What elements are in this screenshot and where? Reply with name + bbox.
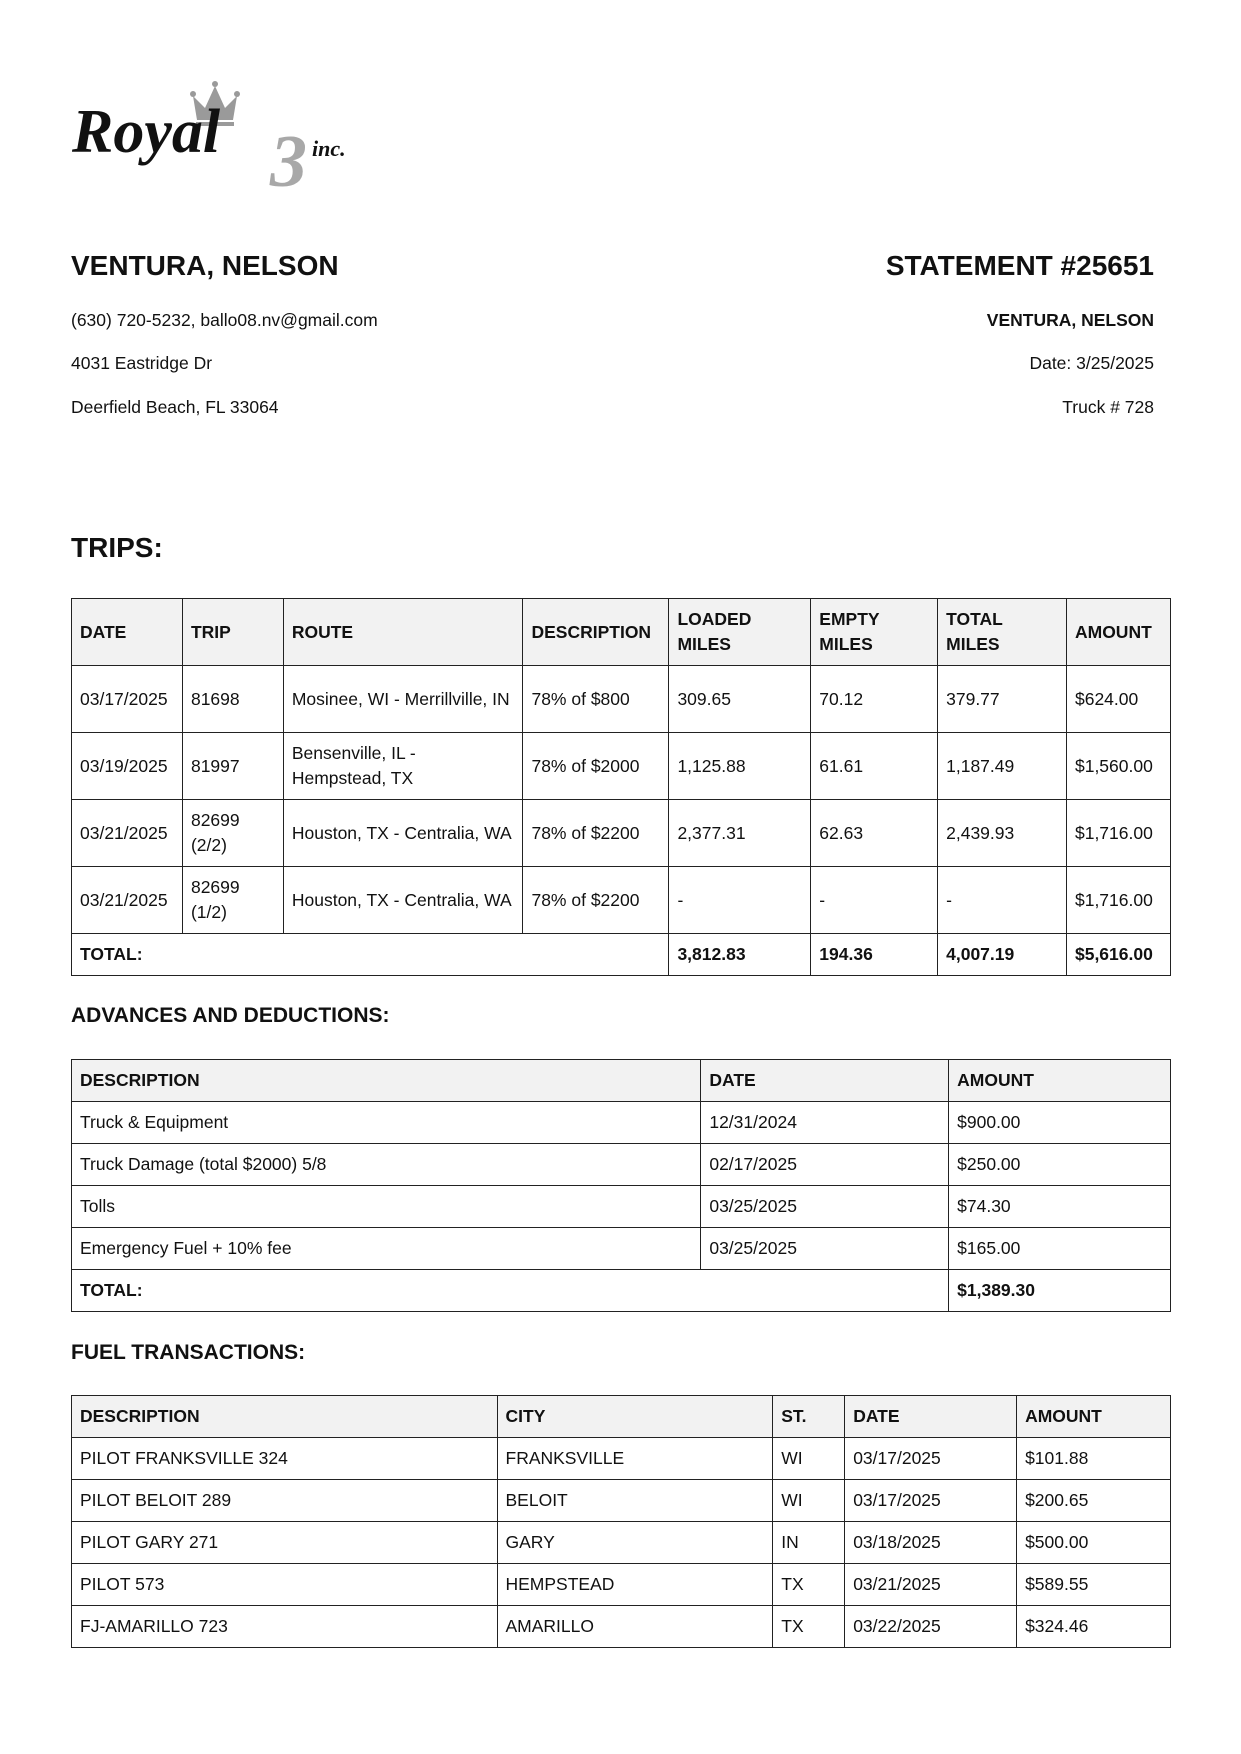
fuel-state: WI	[773, 1480, 845, 1522]
advance-description: Emergency Fuel + 10% fee	[72, 1228, 701, 1270]
col-empty-miles-header: EMPTY MILES	[811, 599, 938, 666]
fuel-table	[71, 1395, 1171, 1648]
trip-amount: $1,716.00	[1066, 867, 1170, 934]
advance-date: 03/25/2025	[701, 1186, 949, 1228]
fuel-col-city-header: CITY	[497, 1396, 773, 1438]
driver-address-line2: Deerfield Beach, FL 33064	[71, 397, 279, 417]
driver-address-line1: 4031 Eastridge Dr	[71, 353, 213, 373]
fuel-city: HEMPSTEAD	[497, 1564, 773, 1606]
col-date-header: DATE	[72, 599, 183, 666]
trips-header-row	[72, 599, 1171, 666]
fuel-state: TX	[773, 1564, 845, 1606]
trips-total-label: TOTAL:	[72, 934, 669, 976]
fuel-description: PILOT FRANKSVILLE 324	[72, 1438, 498, 1480]
trip-total-miles: 2,439.93	[938, 800, 1067, 867]
col-description-header: DESCRIPTION	[523, 599, 669, 666]
trips-total-loaded: 3,812.83	[669, 934, 811, 976]
advance-row	[72, 1144, 1171, 1186]
fuel-row	[72, 1438, 1171, 1480]
trip-date: 03/21/2025	[72, 867, 183, 934]
col-trip-header: TRIP	[182, 599, 283, 666]
fuel-amount: $500.00	[1017, 1522, 1171, 1564]
fuel-header-row	[72, 1396, 1171, 1438]
col-loaded-miles-header: LOADED MILES	[669, 599, 811, 666]
fuel-amount: $589.55	[1017, 1564, 1171, 1606]
fuel-amount: $200.65	[1017, 1480, 1171, 1522]
trip-total-miles: -	[938, 867, 1067, 934]
trips-total-empty: 194.36	[811, 934, 938, 976]
trip-date: 03/21/2025	[72, 800, 183, 867]
advance-date: 12/31/2024	[701, 1102, 949, 1144]
trip-loaded-miles: 2,377.31	[669, 800, 811, 867]
logo-graphic	[72, 76, 392, 196]
logo-numeral: 3	[270, 121, 307, 196]
fuel-description: PILOT BELOIT 289	[72, 1480, 498, 1522]
advances-table	[71, 1059, 1171, 1312]
advance-amount: $250.00	[949, 1144, 1171, 1186]
trip-date: 03/17/2025	[72, 666, 183, 733]
advance-date: 03/25/2025	[701, 1228, 949, 1270]
trip-empty-miles: 61.61	[811, 733, 938, 800]
statement-name: VENTURA, NELSON	[986, 310, 1154, 330]
trip-route: Houston, TX - Centralia, WA	[283, 867, 523, 934]
fuel-city: BELOIT	[497, 1480, 773, 1522]
trips-heading: TRIPS:	[71, 532, 163, 563]
fuel-amount: $324.46	[1017, 1606, 1171, 1648]
trip-row	[72, 733, 1171, 800]
trip-loaded-miles: 309.65	[669, 666, 811, 733]
trips-total-amount: $5,616.00	[1066, 934, 1170, 976]
statement-title: STATEMENT #25651	[885, 250, 1154, 281]
trip-route: Bensenville, IL - Hempstead, TX	[283, 733, 523, 800]
adv-col-date-header: DATE	[701, 1060, 949, 1102]
fuel-date: 03/17/2025	[845, 1438, 1017, 1480]
fuel-amount: $101.88	[1017, 1438, 1171, 1480]
trip-route: Mosinee, WI - Merrillville, IN	[283, 666, 523, 733]
statement-date: Date: 3/25/2025	[1029, 353, 1154, 373]
advance-amount: $165.00	[949, 1228, 1171, 1270]
advance-amount: $900.00	[949, 1102, 1171, 1144]
trip-description: 78% of $2200	[523, 867, 669, 934]
fuel-col-description-header: DESCRIPTION	[72, 1396, 498, 1438]
statement-truck: Truck # 728	[1062, 397, 1154, 417]
fuel-date: 03/18/2025	[845, 1522, 1017, 1564]
advance-row	[72, 1228, 1171, 1270]
trip-empty-miles: 62.63	[811, 800, 938, 867]
trips-total-miles: 4,007.19	[938, 934, 1067, 976]
trip-date: 03/19/2025	[72, 733, 183, 800]
fuel-date: 03/22/2025	[845, 1606, 1017, 1648]
driver-contact: (630) 720-5232, ballo08.nv@gmail.com	[71, 310, 378, 330]
advance-description: Truck Damage (total $2000) 5/8	[72, 1144, 701, 1186]
trip-amount: $1,716.00	[1066, 800, 1170, 867]
trip-route: Houston, TX - Centralia, WA	[283, 800, 523, 867]
trip-number: 81997	[182, 733, 283, 800]
trip-total-miles: 379.77	[938, 666, 1067, 733]
fuel-city: AMARILLO	[497, 1606, 773, 1648]
trip-empty-miles: -	[811, 867, 938, 934]
trip-number: 82699 (2/2)	[182, 800, 283, 867]
adv-col-amount-header: AMOUNT	[949, 1060, 1171, 1102]
fuel-city: FRANKSVILLE	[497, 1438, 773, 1480]
fuel-description: PILOT 573	[72, 1564, 498, 1606]
logo-suffix: inc.	[312, 136, 346, 161]
trips-total-row	[72, 934, 1171, 976]
driver-name: VENTURA, NELSON	[71, 250, 339, 281]
advance-date: 02/17/2025	[701, 1144, 949, 1186]
trip-number: 81698	[182, 666, 283, 733]
fuel-state: IN	[773, 1522, 845, 1564]
advances-total-label: TOTAL:	[72, 1270, 949, 1312]
fuel-col-amount-header: AMOUNT	[1017, 1396, 1171, 1438]
fuel-date: 03/21/2025	[845, 1564, 1017, 1606]
advance-row	[72, 1102, 1171, 1144]
trip-row	[72, 666, 1171, 733]
col-total-miles-header: TOTAL MILES	[938, 599, 1067, 666]
trip-loaded-miles: 1,125.88	[669, 733, 811, 800]
fuel-row	[72, 1606, 1171, 1648]
trip-description: 78% of $2200	[523, 800, 669, 867]
advance-description: Tolls	[72, 1186, 701, 1228]
fuel-row	[72, 1480, 1171, 1522]
advance-row	[72, 1186, 1171, 1228]
trip-number: 82699 (1/2)	[182, 867, 283, 934]
fuel-city: GARY	[497, 1522, 773, 1564]
fuel-col-date-header: DATE	[845, 1396, 1017, 1438]
trip-loaded-miles: -	[669, 867, 811, 934]
trip-description: 78% of $800	[523, 666, 669, 733]
trips-table	[71, 598, 1171, 976]
trip-empty-miles: 70.12	[811, 666, 938, 733]
fuel-col-state-header: ST.	[773, 1396, 845, 1438]
trip-description: 78% of $2000	[523, 733, 669, 800]
fuel-state: WI	[773, 1438, 845, 1480]
fuel-heading: FUEL TRANSACTIONS:	[71, 1341, 306, 1364]
advances-total-amount: $1,389.30	[949, 1270, 1171, 1312]
trip-total-miles: 1,187.49	[938, 733, 1067, 800]
advance-description: Truck & Equipment	[72, 1102, 701, 1144]
advance-amount: $74.30	[949, 1186, 1171, 1228]
col-amount-header: AMOUNT	[1066, 599, 1170, 666]
fuel-row	[72, 1522, 1171, 1564]
fuel-description: PILOT GARY 271	[72, 1522, 498, 1564]
fuel-date: 03/17/2025	[845, 1480, 1017, 1522]
col-route-header: ROUTE	[283, 599, 523, 666]
fuel-state: TX	[773, 1606, 845, 1648]
trip-row	[72, 800, 1171, 867]
advances-header-row	[72, 1060, 1171, 1102]
trip-row	[72, 867, 1171, 934]
logo-script-text: Royal	[72, 98, 221, 166]
advances-heading: ADVANCES AND DEDUCTIONS:	[71, 1004, 390, 1027]
advances-total-row	[72, 1270, 1171, 1312]
fuel-row	[72, 1564, 1171, 1606]
adv-col-description-header: DESCRIPTION	[72, 1060, 701, 1102]
fuel-description: FJ-AMARILLO 723	[72, 1606, 498, 1648]
trip-amount: $624.00	[1066, 666, 1170, 733]
trip-amount: $1,560.00	[1066, 733, 1170, 800]
company-logo	[72, 76, 392, 196]
